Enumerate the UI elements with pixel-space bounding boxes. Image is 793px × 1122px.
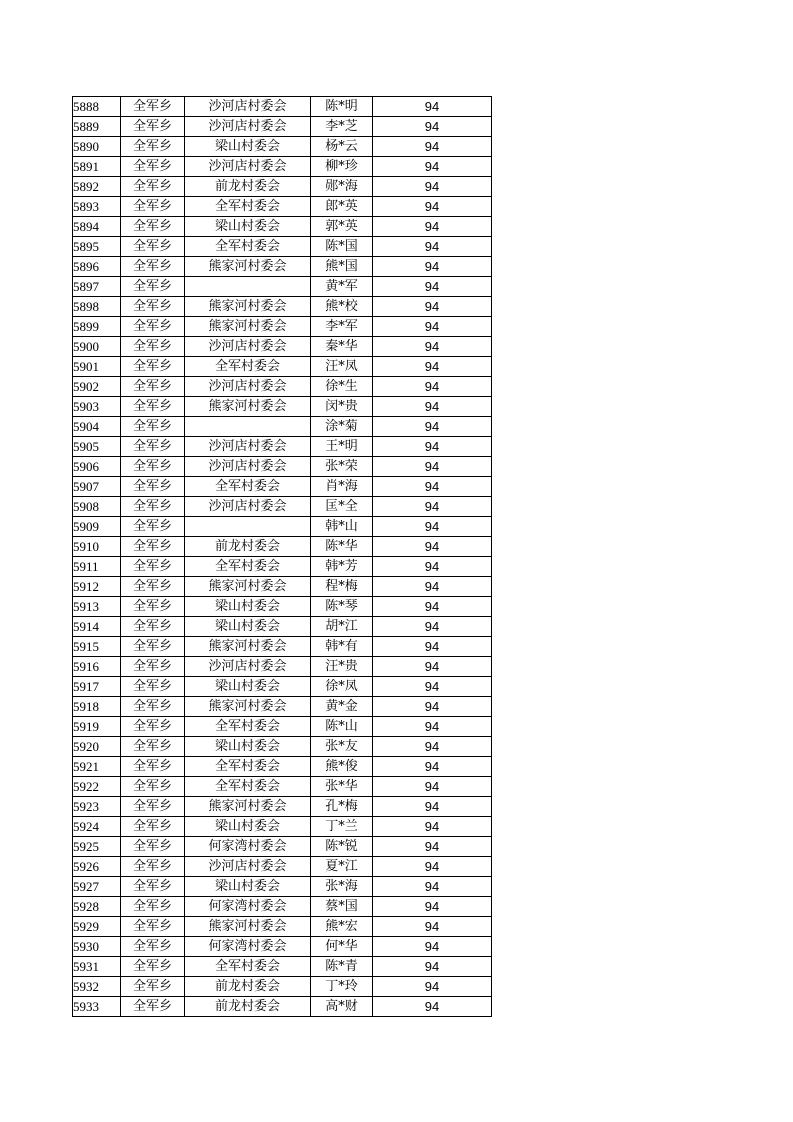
table-row <box>73 677 492 697</box>
score-cell: 94 <box>373 317 492 337</box>
person-name-cell: 王*明 <box>311 437 373 457</box>
person-name-cell: 杨*云 <box>311 137 373 157</box>
table-row <box>73 717 492 737</box>
village-committee-cell: 熊家河村委会 <box>185 637 311 657</box>
table-row <box>73 777 492 797</box>
score-cell: 94 <box>373 457 492 477</box>
township-cell: 全军乡 <box>121 217 185 237</box>
township-cell: 全军乡 <box>121 657 185 677</box>
person-name-cell: 何*华 <box>311 937 373 957</box>
row-number: 5926 <box>73 857 121 877</box>
row-number: 5915 <box>73 637 121 657</box>
table-row <box>73 937 492 957</box>
village-committee-cell: 全军村委会 <box>185 477 311 497</box>
person-name-cell: 孔*梅 <box>311 797 373 817</box>
score-cell: 94 <box>373 917 492 937</box>
table-row <box>73 897 492 917</box>
village-committee-cell: 熊家河村委会 <box>185 797 311 817</box>
person-name-cell: 张*海 <box>311 877 373 897</box>
table-row <box>73 537 492 557</box>
row-number: 5931 <box>73 957 121 977</box>
table-row <box>73 337 492 357</box>
row-number: 5893 <box>73 197 121 217</box>
score-cell: 94 <box>373 117 492 137</box>
row-number: 5890 <box>73 137 121 157</box>
table-row <box>73 577 492 597</box>
village-committee-cell: 梁山村委会 <box>185 677 311 697</box>
township-cell: 全军乡 <box>121 457 185 477</box>
township-cell: 全军乡 <box>121 677 185 697</box>
score-cell: 94 <box>373 657 492 677</box>
person-name-cell: 丁*兰 <box>311 817 373 837</box>
table-row <box>73 437 492 457</box>
village-committee-cell: 沙河店村委会 <box>185 97 311 117</box>
score-cell: 94 <box>373 997 492 1017</box>
row-number: 5896 <box>73 257 121 277</box>
row-number: 5920 <box>73 737 121 757</box>
row-number: 5904 <box>73 417 121 437</box>
table-row <box>73 237 492 257</box>
table-row <box>73 497 492 517</box>
township-cell: 全军乡 <box>121 737 185 757</box>
person-name-cell: 黄*金 <box>311 697 373 717</box>
score-cell: 94 <box>373 437 492 457</box>
township-cell: 全军乡 <box>121 157 185 177</box>
person-name-cell: 张*友 <box>311 737 373 757</box>
row-number: 5912 <box>73 577 121 597</box>
score-cell: 94 <box>373 277 492 297</box>
table-row <box>73 617 492 637</box>
village-committee-cell: 沙河店村委会 <box>185 657 311 677</box>
table-row <box>73 417 492 437</box>
table-row <box>73 857 492 877</box>
person-name-cell: 韩*芳 <box>311 557 373 577</box>
village-committee-cell <box>185 277 311 297</box>
score-cell: 94 <box>373 757 492 777</box>
township-cell: 全军乡 <box>121 837 185 857</box>
township-cell: 全军乡 <box>121 877 185 897</box>
row-number: 5902 <box>73 377 121 397</box>
person-name-cell: 陈*华 <box>311 537 373 557</box>
township-cell: 全军乡 <box>121 337 185 357</box>
row-number: 5900 <box>73 337 121 357</box>
table-row <box>73 397 492 417</box>
village-committee-cell: 熊家河村委会 <box>185 317 311 337</box>
person-name-cell: 陈*锐 <box>311 837 373 857</box>
village-committee-cell: 沙河店村委会 <box>185 117 311 137</box>
score-cell: 94 <box>373 857 492 877</box>
village-committee-cell: 沙河店村委会 <box>185 857 311 877</box>
row-number: 5932 <box>73 977 121 997</box>
score-cell: 94 <box>373 477 492 497</box>
township-cell: 全军乡 <box>121 577 185 597</box>
table-row <box>73 157 492 177</box>
village-committee-cell: 熊家河村委会 <box>185 297 311 317</box>
row-number: 5898 <box>73 297 121 317</box>
person-name-cell: 郎*英 <box>311 197 373 217</box>
township-cell: 全军乡 <box>121 417 185 437</box>
score-cell: 94 <box>373 397 492 417</box>
table-row <box>73 757 492 777</box>
township-cell: 全军乡 <box>121 377 185 397</box>
score-cell: 94 <box>373 957 492 977</box>
score-cell: 94 <box>373 497 492 517</box>
score-cell: 94 <box>373 237 492 257</box>
township-cell: 全军乡 <box>121 917 185 937</box>
township-cell: 全军乡 <box>121 477 185 497</box>
township-cell: 全军乡 <box>121 177 185 197</box>
township-cell: 全军乡 <box>121 557 185 577</box>
score-cell: 94 <box>373 337 492 357</box>
row-number: 5892 <box>73 177 121 197</box>
person-name-cell: 徐*生 <box>311 377 373 397</box>
person-name-cell: 熊*国 <box>311 257 373 277</box>
township-cell: 全军乡 <box>121 257 185 277</box>
row-number: 5910 <box>73 537 121 557</box>
village-committee-cell: 全军村委会 <box>185 237 311 257</box>
township-cell: 全军乡 <box>121 497 185 517</box>
township-cell: 全军乡 <box>121 357 185 377</box>
village-committee-cell: 全军村委会 <box>185 197 311 217</box>
township-cell: 全军乡 <box>121 617 185 637</box>
person-name-cell: 秦*华 <box>311 337 373 357</box>
row-number: 5918 <box>73 697 121 717</box>
person-name-cell: 李*芝 <box>311 117 373 137</box>
row-number: 5913 <box>73 597 121 617</box>
person-name-cell: 陈*青 <box>311 957 373 977</box>
village-committee-cell: 沙河店村委会 <box>185 377 311 397</box>
row-number: 5923 <box>73 797 121 817</box>
table-row <box>73 317 492 337</box>
township-cell: 全军乡 <box>121 897 185 917</box>
village-committee-cell: 前龙村委会 <box>185 997 311 1017</box>
row-number: 5911 <box>73 557 121 577</box>
score-cell: 94 <box>373 97 492 117</box>
village-committee-cell: 沙河店村委会 <box>185 457 311 477</box>
person-name-cell: 闵*贵 <box>311 397 373 417</box>
score-cell: 94 <box>373 417 492 437</box>
township-cell: 全军乡 <box>121 317 185 337</box>
township-cell: 全军乡 <box>121 957 185 977</box>
person-name-cell: 肖*海 <box>311 477 373 497</box>
row-number: 5917 <box>73 677 121 697</box>
township-cell: 全军乡 <box>121 277 185 297</box>
score-cell: 94 <box>373 517 492 537</box>
score-cell: 94 <box>373 697 492 717</box>
village-committee-cell: 全军村委会 <box>185 557 311 577</box>
row-number: 5929 <box>73 917 121 937</box>
table-row <box>73 517 492 537</box>
village-committee-cell: 全军村委会 <box>185 957 311 977</box>
row-number: 5925 <box>73 837 121 857</box>
table-row <box>73 797 492 817</box>
village-committee-cell: 熊家河村委会 <box>185 257 311 277</box>
village-committee-cell: 沙河店村委会 <box>185 437 311 457</box>
table-row <box>73 997 492 1017</box>
table-row <box>73 957 492 977</box>
score-cell: 94 <box>373 637 492 657</box>
township-cell: 全军乡 <box>121 117 185 137</box>
score-cell: 94 <box>373 377 492 397</box>
table-row <box>73 297 492 317</box>
person-name-cell: 熊*宏 <box>311 917 373 937</box>
score-cell: 94 <box>373 717 492 737</box>
person-name-cell: 汪*凤 <box>311 357 373 377</box>
score-cell: 94 <box>373 557 492 577</box>
score-cell: 94 <box>373 357 492 377</box>
township-cell: 全军乡 <box>121 717 185 737</box>
table-row <box>73 177 492 197</box>
score-cell: 94 <box>373 197 492 217</box>
village-committee-cell: 何家湾村委会 <box>185 837 311 857</box>
table-row <box>73 217 492 237</box>
row-number: 5891 <box>73 157 121 177</box>
score-cell: 94 <box>373 817 492 837</box>
table-row <box>73 837 492 857</box>
person-name-cell: 韩*有 <box>311 637 373 657</box>
village-committee-cell: 梁山村委会 <box>185 597 311 617</box>
township-cell: 全军乡 <box>121 797 185 817</box>
person-name-cell: 张*华 <box>311 777 373 797</box>
row-number: 5905 <box>73 437 121 457</box>
township-cell: 全军乡 <box>121 597 185 617</box>
person-name-cell: 张*荣 <box>311 457 373 477</box>
row-number: 5908 <box>73 497 121 517</box>
person-name-cell: 陈*国 <box>311 237 373 257</box>
person-name-cell: 程*梅 <box>311 577 373 597</box>
village-committee-cell: 前龙村委会 <box>185 177 311 197</box>
table-row <box>73 117 492 137</box>
score-cell: 94 <box>373 257 492 277</box>
score-cell: 94 <box>373 937 492 957</box>
village-committee-cell <box>185 517 311 537</box>
row-number: 5897 <box>73 277 121 297</box>
row-number: 5922 <box>73 777 121 797</box>
table-row <box>73 877 492 897</box>
village-committee-cell: 何家湾村委会 <box>185 937 311 957</box>
township-cell: 全军乡 <box>121 437 185 457</box>
township-cell: 全军乡 <box>121 537 185 557</box>
township-cell: 全军乡 <box>121 997 185 1017</box>
row-number: 5907 <box>73 477 121 497</box>
person-name-cell: 匡*全 <box>311 497 373 517</box>
table-row <box>73 137 492 157</box>
table-row <box>73 737 492 757</box>
township-cell: 全军乡 <box>121 857 185 877</box>
person-name-cell: 陈*明 <box>311 97 373 117</box>
table-row <box>73 197 492 217</box>
village-committee-cell: 梁山村委会 <box>185 877 311 897</box>
table-row <box>73 977 492 997</box>
row-number: 5888 <box>73 97 121 117</box>
table-row <box>73 637 492 657</box>
roster-table <box>72 96 492 1017</box>
table-row <box>73 477 492 497</box>
row-number: 5894 <box>73 217 121 237</box>
person-name-cell: 熊*校 <box>311 297 373 317</box>
score-cell: 94 <box>373 677 492 697</box>
row-number: 5903 <box>73 397 121 417</box>
village-committee-cell: 沙河店村委会 <box>185 337 311 357</box>
township-cell: 全军乡 <box>121 937 185 957</box>
village-committee-cell: 梁山村委会 <box>185 817 311 837</box>
table-row <box>73 817 492 837</box>
person-name-cell: 高*财 <box>311 997 373 1017</box>
person-name-cell: 熊*俊 <box>311 757 373 777</box>
table-row <box>73 277 492 297</box>
person-name-cell: 郧*海 <box>311 177 373 197</box>
score-cell: 94 <box>373 737 492 757</box>
person-name-cell: 涂*菊 <box>311 417 373 437</box>
row-number: 5889 <box>73 117 121 137</box>
table-row <box>73 97 492 117</box>
township-cell: 全军乡 <box>121 397 185 417</box>
township-cell: 全军乡 <box>121 977 185 997</box>
person-name-cell: 汪*贵 <box>311 657 373 677</box>
township-cell: 全军乡 <box>121 697 185 717</box>
township-cell: 全军乡 <box>121 197 185 217</box>
person-name-cell: 陈*山 <box>311 717 373 737</box>
person-name-cell: 蔡*国 <box>311 897 373 917</box>
village-committee-cell: 前龙村委会 <box>185 977 311 997</box>
village-committee-cell: 熊家河村委会 <box>185 697 311 717</box>
row-number: 5933 <box>73 997 121 1017</box>
person-name-cell: 丁*玲 <box>311 977 373 997</box>
row-number: 5921 <box>73 757 121 777</box>
township-cell: 全军乡 <box>121 297 185 317</box>
row-number: 5906 <box>73 457 121 477</box>
village-committee-cell: 梁山村委会 <box>185 737 311 757</box>
score-cell: 94 <box>373 137 492 157</box>
table-row <box>73 457 492 477</box>
row-number: 5895 <box>73 237 121 257</box>
score-cell: 94 <box>373 837 492 857</box>
village-committee-cell: 梁山村委会 <box>185 617 311 637</box>
person-name-cell: 徐*凤 <box>311 677 373 697</box>
township-cell: 全军乡 <box>121 97 185 117</box>
table-row <box>73 917 492 937</box>
township-cell: 全军乡 <box>121 777 185 797</box>
score-cell: 94 <box>373 217 492 237</box>
row-number: 5901 <box>73 357 121 377</box>
township-cell: 全军乡 <box>121 757 185 777</box>
person-name-cell: 胡*江 <box>311 617 373 637</box>
score-cell: 94 <box>373 577 492 597</box>
table-row <box>73 257 492 277</box>
person-name-cell: 陈*琴 <box>311 597 373 617</box>
village-committee-cell: 全军村委会 <box>185 757 311 777</box>
person-name-cell: 黄*军 <box>311 277 373 297</box>
score-cell: 94 <box>373 537 492 557</box>
person-name-cell: 李*军 <box>311 317 373 337</box>
score-cell: 94 <box>373 777 492 797</box>
township-cell: 全军乡 <box>121 517 185 537</box>
row-number: 5909 <box>73 517 121 537</box>
row-number: 5924 <box>73 817 121 837</box>
roster-table-body <box>73 97 492 1017</box>
township-cell: 全军乡 <box>121 137 185 157</box>
village-committee-cell: 何家湾村委会 <box>185 897 311 917</box>
village-committee-cell: 全军村委会 <box>185 717 311 737</box>
person-name-cell: 韩*山 <box>311 517 373 537</box>
table-row <box>73 357 492 377</box>
township-cell: 全军乡 <box>121 637 185 657</box>
table-row <box>73 597 492 617</box>
village-committee-cell: 全军村委会 <box>185 357 311 377</box>
row-number: 5930 <box>73 937 121 957</box>
township-cell: 全军乡 <box>121 817 185 837</box>
village-committee-cell: 熊家河村委会 <box>185 917 311 937</box>
person-name-cell: 郭*英 <box>311 217 373 237</box>
row-number: 5914 <box>73 617 121 637</box>
row-number: 5928 <box>73 897 121 917</box>
row-number: 5899 <box>73 317 121 337</box>
score-cell: 94 <box>373 157 492 177</box>
table-row <box>73 697 492 717</box>
village-committee-cell: 沙河店村委会 <box>185 157 311 177</box>
score-cell: 94 <box>373 297 492 317</box>
table-row <box>73 557 492 577</box>
township-cell: 全军乡 <box>121 237 185 257</box>
village-committee-cell <box>185 417 311 437</box>
table-row <box>73 657 492 677</box>
village-committee-cell: 沙河店村委会 <box>185 497 311 517</box>
row-number: 5916 <box>73 657 121 677</box>
score-cell: 94 <box>373 897 492 917</box>
table-row <box>73 377 492 397</box>
village-committee-cell: 熊家河村委会 <box>185 397 311 417</box>
village-committee-cell: 前龙村委会 <box>185 537 311 557</box>
row-number: 5927 <box>73 877 121 897</box>
village-committee-cell: 全军村委会 <box>185 777 311 797</box>
village-committee-cell: 熊家河村委会 <box>185 577 311 597</box>
score-cell: 94 <box>373 877 492 897</box>
row-number: 5919 <box>73 717 121 737</box>
score-cell: 94 <box>373 797 492 817</box>
village-committee-cell: 梁山村委会 <box>185 137 311 157</box>
score-cell: 94 <box>373 977 492 997</box>
village-committee-cell: 梁山村委会 <box>185 217 311 237</box>
score-cell: 94 <box>373 597 492 617</box>
score-cell: 94 <box>373 177 492 197</box>
person-name-cell: 柳*珍 <box>311 157 373 177</box>
person-name-cell: 夏*江 <box>311 857 373 877</box>
score-cell: 94 <box>373 617 492 637</box>
